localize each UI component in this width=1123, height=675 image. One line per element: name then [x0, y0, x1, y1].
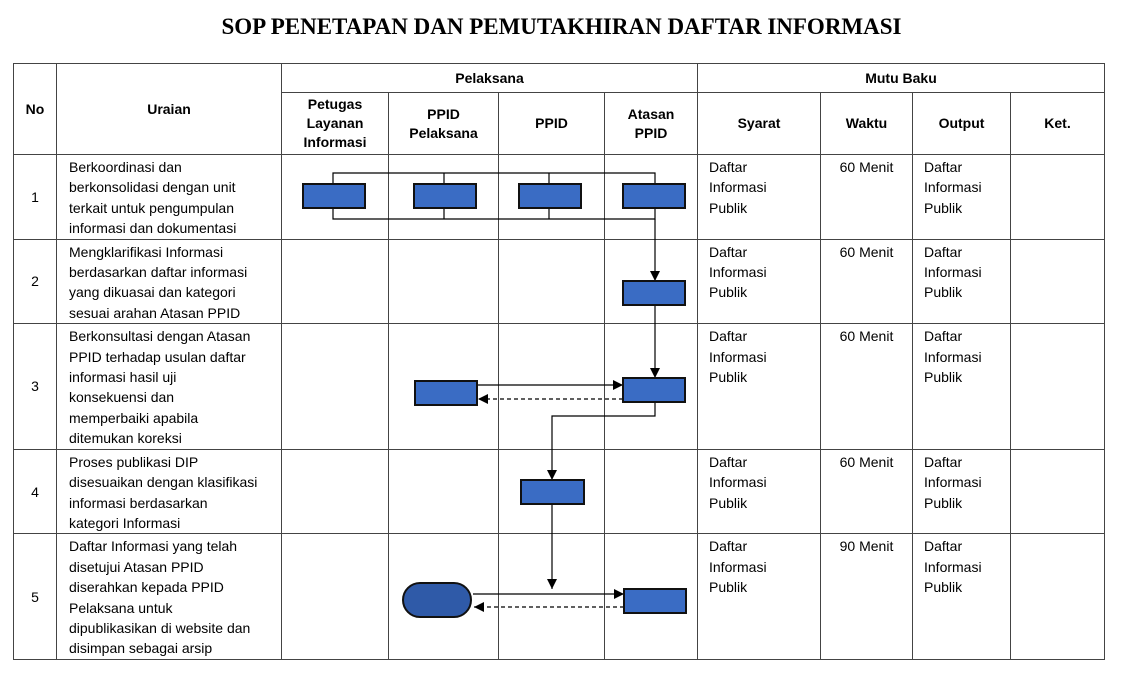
row-ket [1011, 534, 1105, 659]
row-uraian: Daftar Informasi yang telah disetujui Atasan PPID diserahkan kepada PPID Pelaksana untuk dipublikasikan di website dan disimpan sebagai arsip [57, 534, 282, 659]
row-number: 3 [14, 324, 57, 449]
lane-cell [389, 324, 499, 449]
lane-cell [282, 324, 389, 449]
row-number: 2 [14, 239, 57, 324]
lane-cell [282, 534, 389, 659]
row-ket [1011, 449, 1105, 534]
header-actor-ppid: PPID [499, 93, 605, 155]
header-actor-ppid-pelaksana: PPID Pelaksana [389, 93, 499, 155]
lane-cell [282, 155, 389, 240]
sop-table [13, 63, 1105, 660]
header-ket: Ket. [1011, 93, 1105, 155]
header-waktu: Waktu [821, 93, 913, 155]
row-uraian: Proses publikasi DIP disesuaikan dengan klasifikasi informasi berdasarkan kategori Informasi [57, 449, 282, 534]
table-row [14, 324, 1105, 449]
header-mutu-baku: Mutu Baku [698, 64, 1105, 93]
header-actor-petugas: Petugas Layanan Informasi [282, 93, 389, 155]
header-actor-atasan-ppid: Atasan PPID [605, 93, 698, 155]
header-output: Output [913, 93, 1011, 155]
row-number: 4 [14, 449, 57, 534]
lane-cell [389, 239, 499, 324]
lane-cell [389, 155, 499, 240]
lane-cell [499, 534, 605, 659]
row-uraian: Berkoordinasi dan berkonsolidasi dengan unit terkait untuk pengumpulan informasi dan dokumentasi [57, 155, 282, 240]
header-uraian: Uraian [57, 64, 282, 155]
row-ket [1011, 155, 1105, 240]
row-syarat: Daftar Informasi Publik [698, 534, 821, 659]
lane-cell [605, 239, 698, 324]
row-output: Daftar Informasi Publik [913, 534, 1011, 659]
lane-cell [389, 534, 499, 659]
lane-cell [389, 449, 499, 534]
table-row [14, 449, 1105, 534]
lane-cell [282, 239, 389, 324]
row-output: Daftar Informasi Publik [913, 155, 1011, 240]
row-number: 5 [14, 534, 57, 659]
lane-cell [499, 449, 605, 534]
lane-cell [282, 449, 389, 534]
lane-cell [605, 534, 698, 659]
row-ket [1011, 239, 1105, 324]
row-syarat: Daftar Informasi Publik [698, 449, 821, 534]
row-number: 1 [14, 155, 57, 240]
row-uraian: Berkonsultasi dengan Atasan PPID terhadap usulan daftar informasi hasil uji konsekuensi dan memperbaiki apabila ditemukan koreksi [57, 324, 282, 449]
row-waktu: 60 Menit [821, 449, 913, 534]
header-syarat: Syarat [698, 93, 821, 155]
lane-cell [605, 324, 698, 449]
lane-cell [499, 239, 605, 324]
row-output: Daftar Informasi Publik [913, 239, 1011, 324]
lane-cell [499, 324, 605, 449]
row-syarat: Daftar Informasi Publik [698, 324, 821, 449]
row-ket [1011, 324, 1105, 449]
row-output: Daftar Informasi Publik [913, 324, 1011, 449]
table-row [14, 239, 1105, 324]
row-syarat: Daftar Informasi Publik [698, 155, 821, 240]
table-row [14, 534, 1105, 659]
row-output: Daftar Informasi Publik [913, 449, 1011, 534]
row-syarat: Daftar Informasi Publik [698, 239, 821, 324]
lane-cell [499, 155, 605, 240]
row-uraian: Mengklarifikasi Informasi berdasarkan daftar informasi yang dikuasai dan kategori sesuai arahan Atasan PPID [57, 239, 282, 324]
row-waktu: 60 Menit [821, 239, 913, 324]
header-no: No [14, 64, 57, 155]
row-waktu: 60 Menit [821, 324, 913, 449]
lane-cell [605, 449, 698, 534]
table-row [14, 155, 1105, 240]
lane-cell [605, 155, 698, 240]
page-title: SOP PENETAPAN DAN PEMUTAKHIRAN DAFTAR INFORMASI [221, 14, 902, 39]
row-waktu: 90 Menit [821, 534, 913, 659]
header-pelaksana: Pelaksana [282, 64, 698, 93]
row-waktu: 60 Menit [821, 155, 913, 240]
